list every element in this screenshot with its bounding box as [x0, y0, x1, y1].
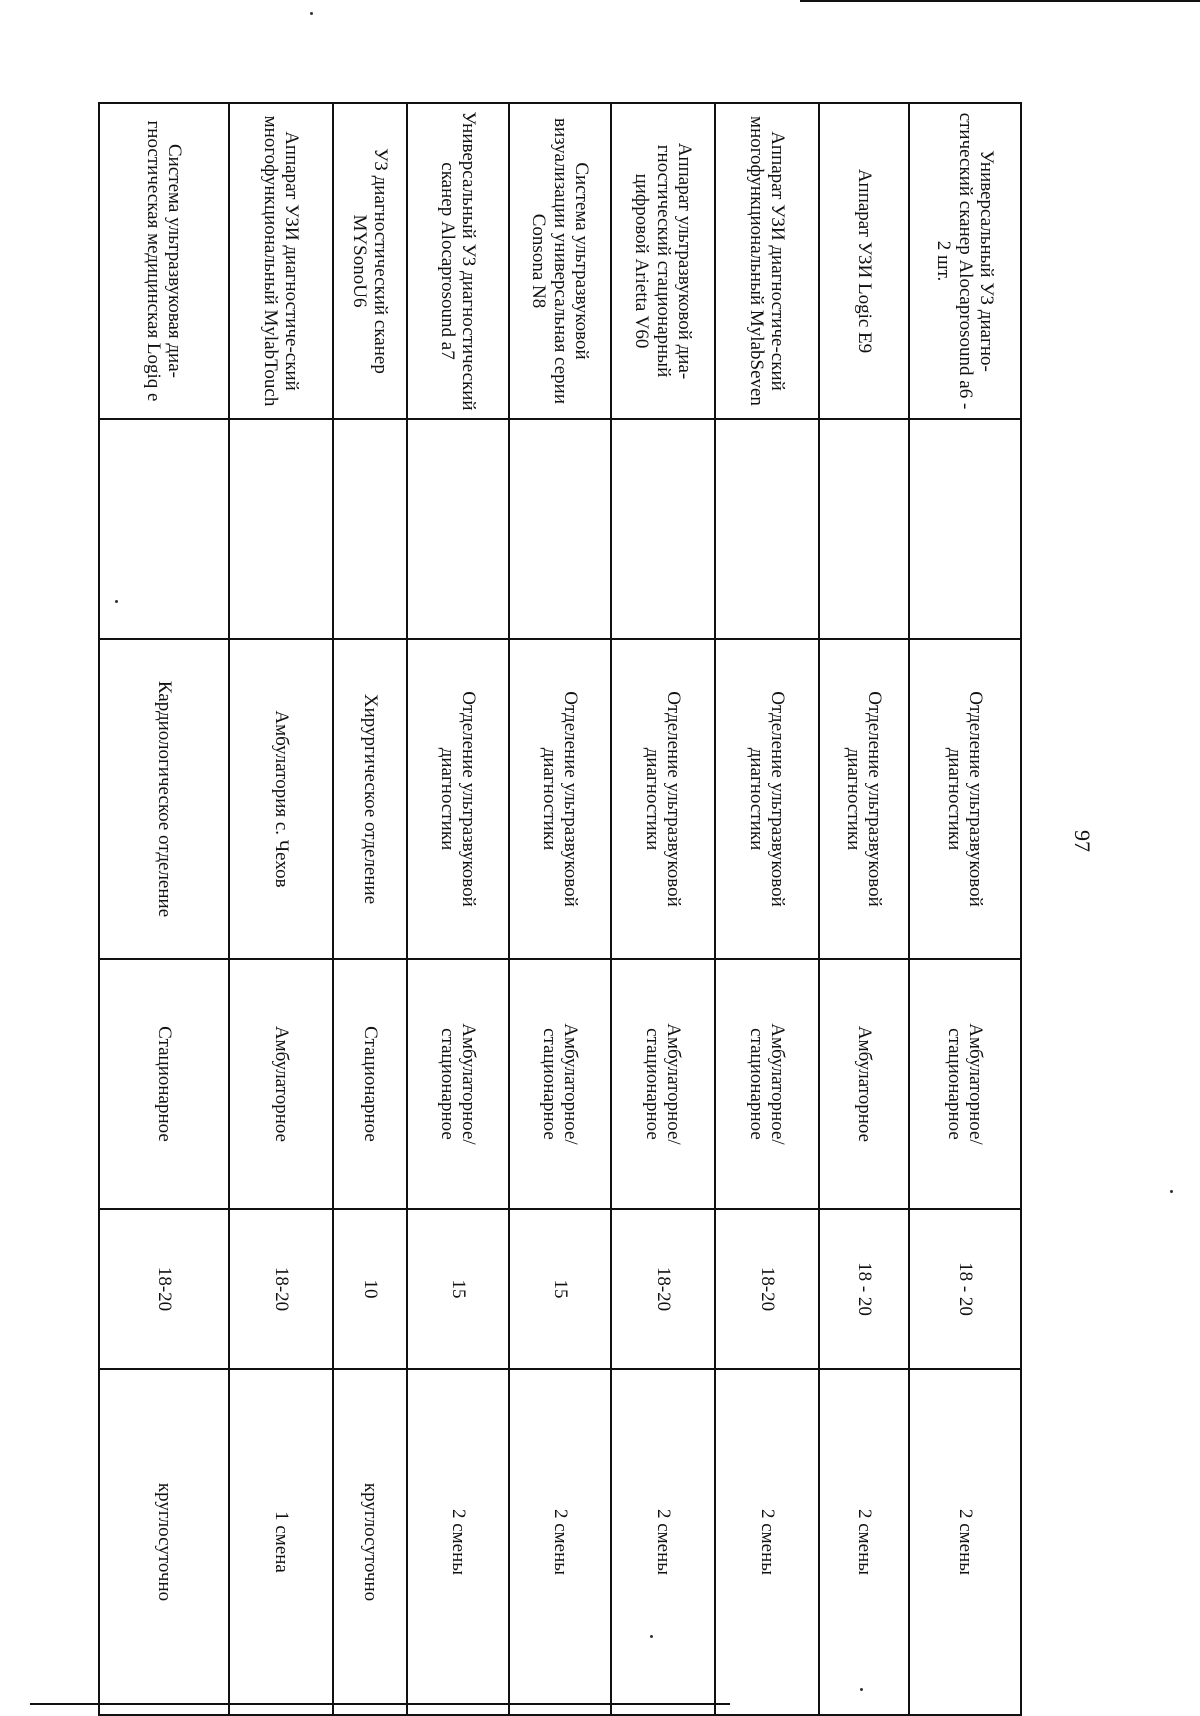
shift-cell: 2 смены	[819, 1369, 909, 1715]
scan-speck	[1170, 1190, 1173, 1193]
department-cell: Отделение ультразвуковой диагностики	[909, 639, 1021, 959]
empty-cell	[715, 419, 819, 639]
load-cell: 15	[407, 1209, 509, 1369]
table-row	[909, 103, 1021, 1715]
department-cell: Отделение ультразвуковой диагностики	[819, 639, 909, 959]
device-cell: Универсальный УЗ диагностический сканер Alocaprosound a7	[407, 103, 509, 419]
empty-cell	[333, 419, 407, 639]
shift-cell: 2 смены	[509, 1369, 611, 1715]
care-type-cell: Амбулаторное/ стационарное	[715, 959, 819, 1209]
load-cell: 18-20	[229, 1209, 333, 1369]
table-row	[333, 103, 407, 1715]
shift-cell: 2 смены	[611, 1369, 715, 1715]
shift-cell: 2 смены	[407, 1369, 509, 1715]
care-type-cell: Стационарное	[99, 959, 229, 1209]
equipment-table-rotated	[100, 102, 1022, 1714]
table-row	[819, 103, 909, 1715]
device-cell: Аппарат УЗИ Logic E9	[819, 103, 909, 419]
equipment-table	[98, 102, 1022, 1716]
care-type-cell: Амбулаторное/ стационарное	[611, 959, 715, 1209]
device-cell: Аппарат УЗИ диагностиче-ский многофункциональный MylabSeven	[715, 103, 819, 419]
department-cell: Отделение ультразвуковой диагностики	[611, 639, 715, 959]
department-cell: Хирургическое отделение	[333, 639, 407, 959]
empty-cell	[611, 419, 715, 639]
table-row	[715, 103, 819, 1715]
table-row	[509, 103, 611, 1715]
scan-speck	[310, 12, 313, 15]
empty-cell	[509, 419, 611, 639]
department-cell: Амбулатория с. Чехов	[229, 639, 333, 959]
load-cell: 18-20	[99, 1209, 229, 1369]
table-body	[99, 103, 1021, 1715]
table-row	[99, 103, 229, 1715]
shift-cell: круглосуточно	[99, 1369, 229, 1715]
device-cell: Аппарат УЗИ диагностиче-ский многофункциональный MylabTouch	[229, 103, 333, 419]
load-cell: 18-20	[715, 1209, 819, 1369]
department-cell: Кардиологическое отделение	[99, 639, 229, 959]
table-row	[611, 103, 715, 1715]
load-cell: 10	[333, 1209, 407, 1369]
care-type-cell: Амбулаторное	[819, 959, 909, 1209]
load-cell: 18 - 20	[909, 1209, 1021, 1369]
care-type-cell: Амбулаторное/ стационарное	[407, 959, 509, 1209]
department-cell: Отделение ультразвуковой диагностики	[715, 639, 819, 959]
care-type-cell: Амбулаторное/ стационарное	[909, 959, 1021, 1209]
empty-cell	[909, 419, 1021, 639]
load-cell: 15	[509, 1209, 611, 1369]
shift-cell: 2 смены	[909, 1369, 1021, 1715]
load-cell: 18-20	[611, 1209, 715, 1369]
shift-cell: 2 смены	[715, 1369, 819, 1715]
shift-cell: 1 смена	[229, 1369, 333, 1715]
shift-cell: круглосуточно	[333, 1369, 407, 1715]
table-row	[407, 103, 509, 1715]
table-row	[229, 103, 333, 1715]
empty-cell	[99, 419, 229, 639]
care-type-cell: Стационарное	[333, 959, 407, 1209]
load-cell: 18 - 20	[819, 1209, 909, 1369]
device-cell: Система ультразвуковой визуализации универсальная серии Consona N8	[509, 103, 611, 419]
device-cell: Аппарат ультразвуковой диа-гностический стационарный цифровой Arietta V60	[611, 103, 715, 419]
top-edge-line	[800, 0, 1200, 2]
care-type-cell: Амбулаторное/ стационарное	[509, 959, 611, 1209]
device-cell: Система ультразвуковая диа-гностическая медицинская Logiq e	[99, 103, 229, 419]
department-cell: Отделение ультразвуковой диагностики	[407, 639, 509, 959]
device-cell: Универсальный УЗ диагно-стический сканер Alocaprosound a6 - 2 шт.	[909, 103, 1021, 419]
empty-cell	[229, 419, 333, 639]
department-cell: Отделение ультразвуковой диагностики	[509, 639, 611, 959]
page-number: 97	[1070, 830, 1095, 852]
empty-cell	[407, 419, 509, 639]
device-cell: УЗ диагностический сканер MYSonoU6	[333, 103, 407, 419]
empty-cell	[819, 419, 909, 639]
care-type-cell: Амбулаторное	[229, 959, 333, 1209]
